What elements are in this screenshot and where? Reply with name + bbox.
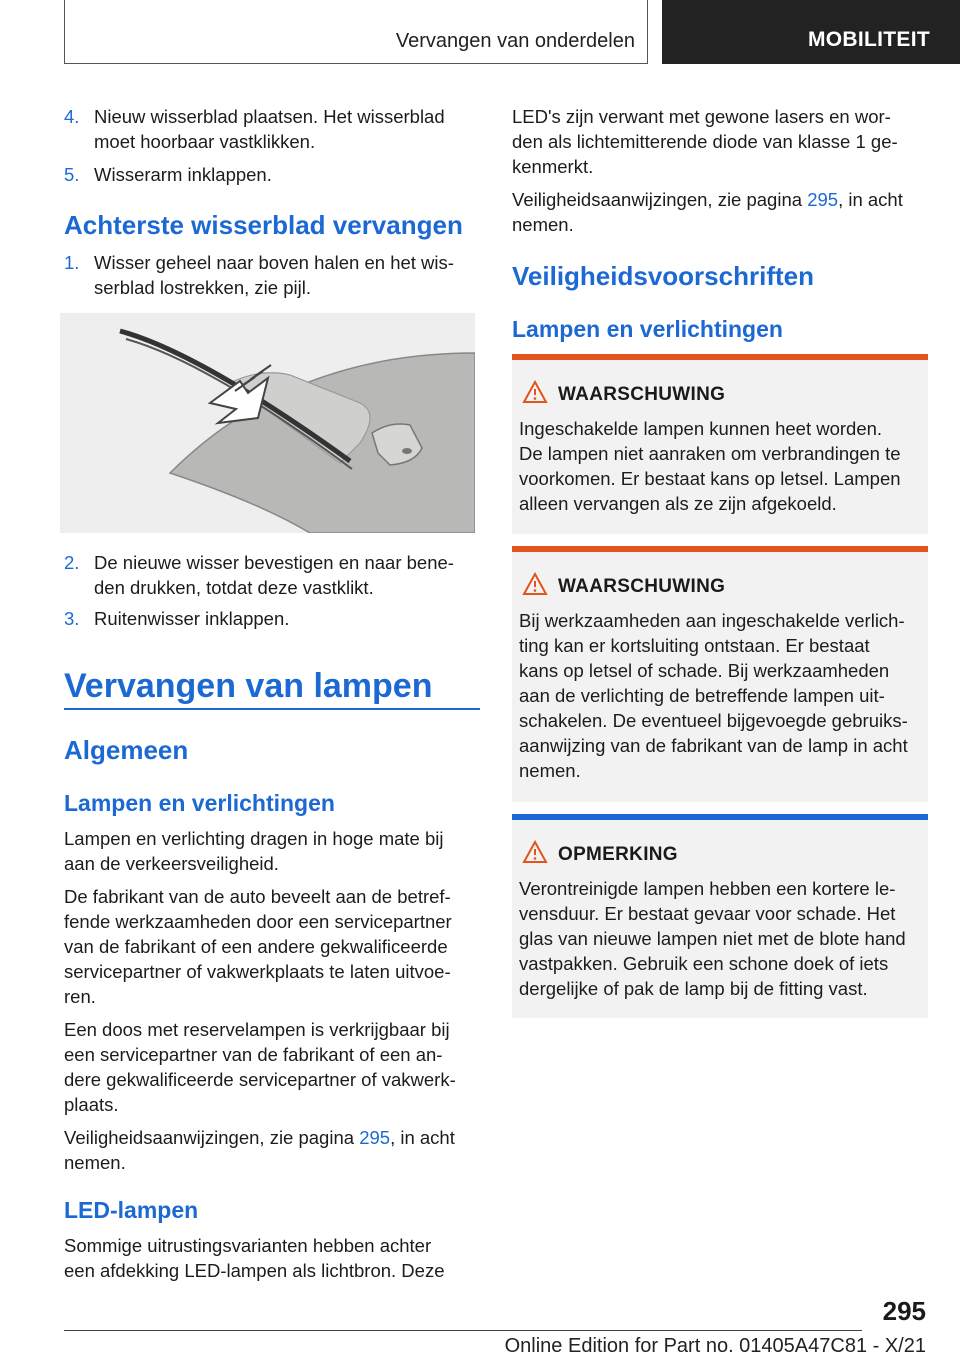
warning-title: WAARSCHUWING [558, 576, 726, 597]
step-text: De nieuwe wisser bevestigen en naar bene- [94, 552, 454, 573]
warning-line: aan de verlichting de betreffende lampen uit- [519, 685, 885, 706]
safety-reference: Veiligheidsaanwijzingen, zie pagina 295, in acht [64, 1127, 455, 1148]
heading-lamps-lighting: Lampen en verlichtingen [512, 316, 783, 342]
warning-line: De lampen niet aanraken om verbrandingen te [519, 443, 901, 464]
paragraph-line: fende werkzaamheden door een servicepartner [64, 911, 452, 932]
step-text: serblad lostrekken, zie pijl. [94, 277, 311, 298]
heading-rear-wiper: Achterste wisserblad vervangen [64, 210, 463, 240]
notice-line: vensduur. Er bestaat gevaar voor schade. Het [519, 903, 896, 924]
step-text: Wisserarm inklappen. [94, 164, 272, 185]
paragraph-line: servicepartner of vakwerkplaats te laten uitvoe- [64, 961, 451, 982]
warning-box [512, 546, 928, 802]
step-text: den drukken, totdat deze vastklikt. [94, 577, 374, 598]
step-number: 5. [64, 164, 80, 185]
warning-line: nemen. [519, 760, 581, 781]
notice-title: OPMERKING [558, 844, 678, 865]
heading-safety-rules: Veiligheidsvoorschriften [512, 261, 814, 291]
page-link[interactable]: 295 [359, 1127, 391, 1148]
notice-box [512, 814, 928, 1018]
warning-line: schakelen. De eventueel bijgevoegde gebruiks- [519, 710, 908, 731]
page-number: 295 [882, 1296, 926, 1326]
paragraph-line: ren. [64, 986, 96, 1007]
warning-triangle-icon [522, 380, 548, 404]
warning-line: Ingeschakelde lampen kunnen heet worden. [519, 418, 883, 439]
heading-led-lamps: LED-lampen [64, 1197, 199, 1223]
warning-line: aanwijzing van de fabrikant van de lamp in acht [519, 735, 908, 756]
warning-line: ting kan er kortsluiting ontstaan. Er bestaat [519, 635, 870, 656]
notice-line: vastpakken. Gebruik een schone doek of iets [519, 953, 889, 974]
page-link[interactable]: 295 [807, 189, 839, 210]
step-text: Wisser geheel naar boven halen en het wis- [94, 252, 454, 273]
paragraph-line: De fabrikant van de auto beveelt aan de betref- [64, 886, 451, 907]
heading-lamps-lighting: Lampen en verlichtingen [64, 790, 335, 816]
footer-rule [64, 1330, 862, 1331]
wiper-illustration [60, 313, 475, 533]
warning-line: kans op letsel of schade. Bij werkzaamheden [519, 660, 890, 681]
chapter-title: MOBILITEIT [808, 28, 930, 51]
heading-general: Algemeen [64, 735, 189, 765]
warning-title: WAARSCHUWING [558, 384, 726, 405]
paragraph-line: Een doos met reservelampen is verkrijgbaar bij [64, 1019, 450, 1040]
warning-bar [512, 354, 928, 360]
heading-rule [64, 708, 480, 710]
heading-replace-lamps: Vervangen van lampen [64, 667, 433, 705]
warning-bar [512, 546, 928, 552]
paragraph-line: Lampen en verlichting dragen in hoge mate bij [64, 828, 444, 849]
notice-line: Verontreinigde lampen hebben een kortere le- [519, 878, 896, 899]
notice-bar [512, 814, 928, 820]
step-number: 3. [64, 608, 80, 629]
paragraph-line: van de fabrikant of een andere gekwalificeerde [64, 936, 448, 957]
step-number: 1. [64, 252, 80, 273]
paragraph-line: nemen. [512, 214, 574, 235]
paragraph-line: Sommige uitrustingsvarianten hebben achter [64, 1235, 432, 1256]
paragraph-line: nemen. [64, 1152, 126, 1173]
notice-line: glas van nieuwe lampen niet met de blote hand [519, 928, 906, 949]
paragraph-line: den als lichtemitterende diode van klasse 1 ge- [512, 131, 898, 152]
warning-line: Bij werkzaamheden aan ingeschakelde verlich- [519, 610, 905, 631]
section-title: Vervangen van onderdelen [395, 30, 635, 52]
warning-triangle-icon [522, 572, 548, 596]
paragraph-line: dere gekwalificeerde servicepartner of vakwerk- [64, 1069, 456, 1090]
paragraph-line: plaats. [64, 1094, 119, 1115]
paragraph-line: LED's zijn verwant met gewone lasers en wor- [512, 106, 891, 127]
header-chapter-box [662, 0, 960, 64]
warning-line: voorkomen. Er bestaat kans op letsel. Lampen [519, 468, 901, 489]
paragraph-line: een servicepartner van de fabrikant of een an- [64, 1044, 443, 1065]
paragraph-line: kenmerkt. [512, 156, 594, 177]
warning-line: alleen vervangen als ze zijn afgekoeld. [519, 493, 837, 514]
paragraph-line: een afdekking LED-lampen als lichtbron. Deze [64, 1260, 445, 1281]
edition-info: Online Edition for Part no. 01405A47C81 - X/21 [504, 1335, 926, 1357]
header-section-box [64, 0, 648, 64]
step-number: 4. [64, 106, 80, 127]
step-text: Ruitenwisser inklappen. [94, 608, 290, 629]
warning-box [512, 354, 928, 534]
step-number: 2. [64, 552, 80, 573]
notice-line: dergelijke of pak de lamp bij de fitting vast. [519, 978, 868, 999]
step-text: Nieuw wisserblad plaatsen. Het wisserblad [94, 106, 445, 127]
notice-triangle-icon [522, 840, 548, 864]
safety-reference: Veiligheidsaanwijzingen, zie pagina 295, in acht [512, 189, 903, 210]
step-text: moet hoorbaar vastklikken. [94, 131, 316, 152]
paragraph-line: aan de verkeersveiligheid. [64, 853, 279, 874]
